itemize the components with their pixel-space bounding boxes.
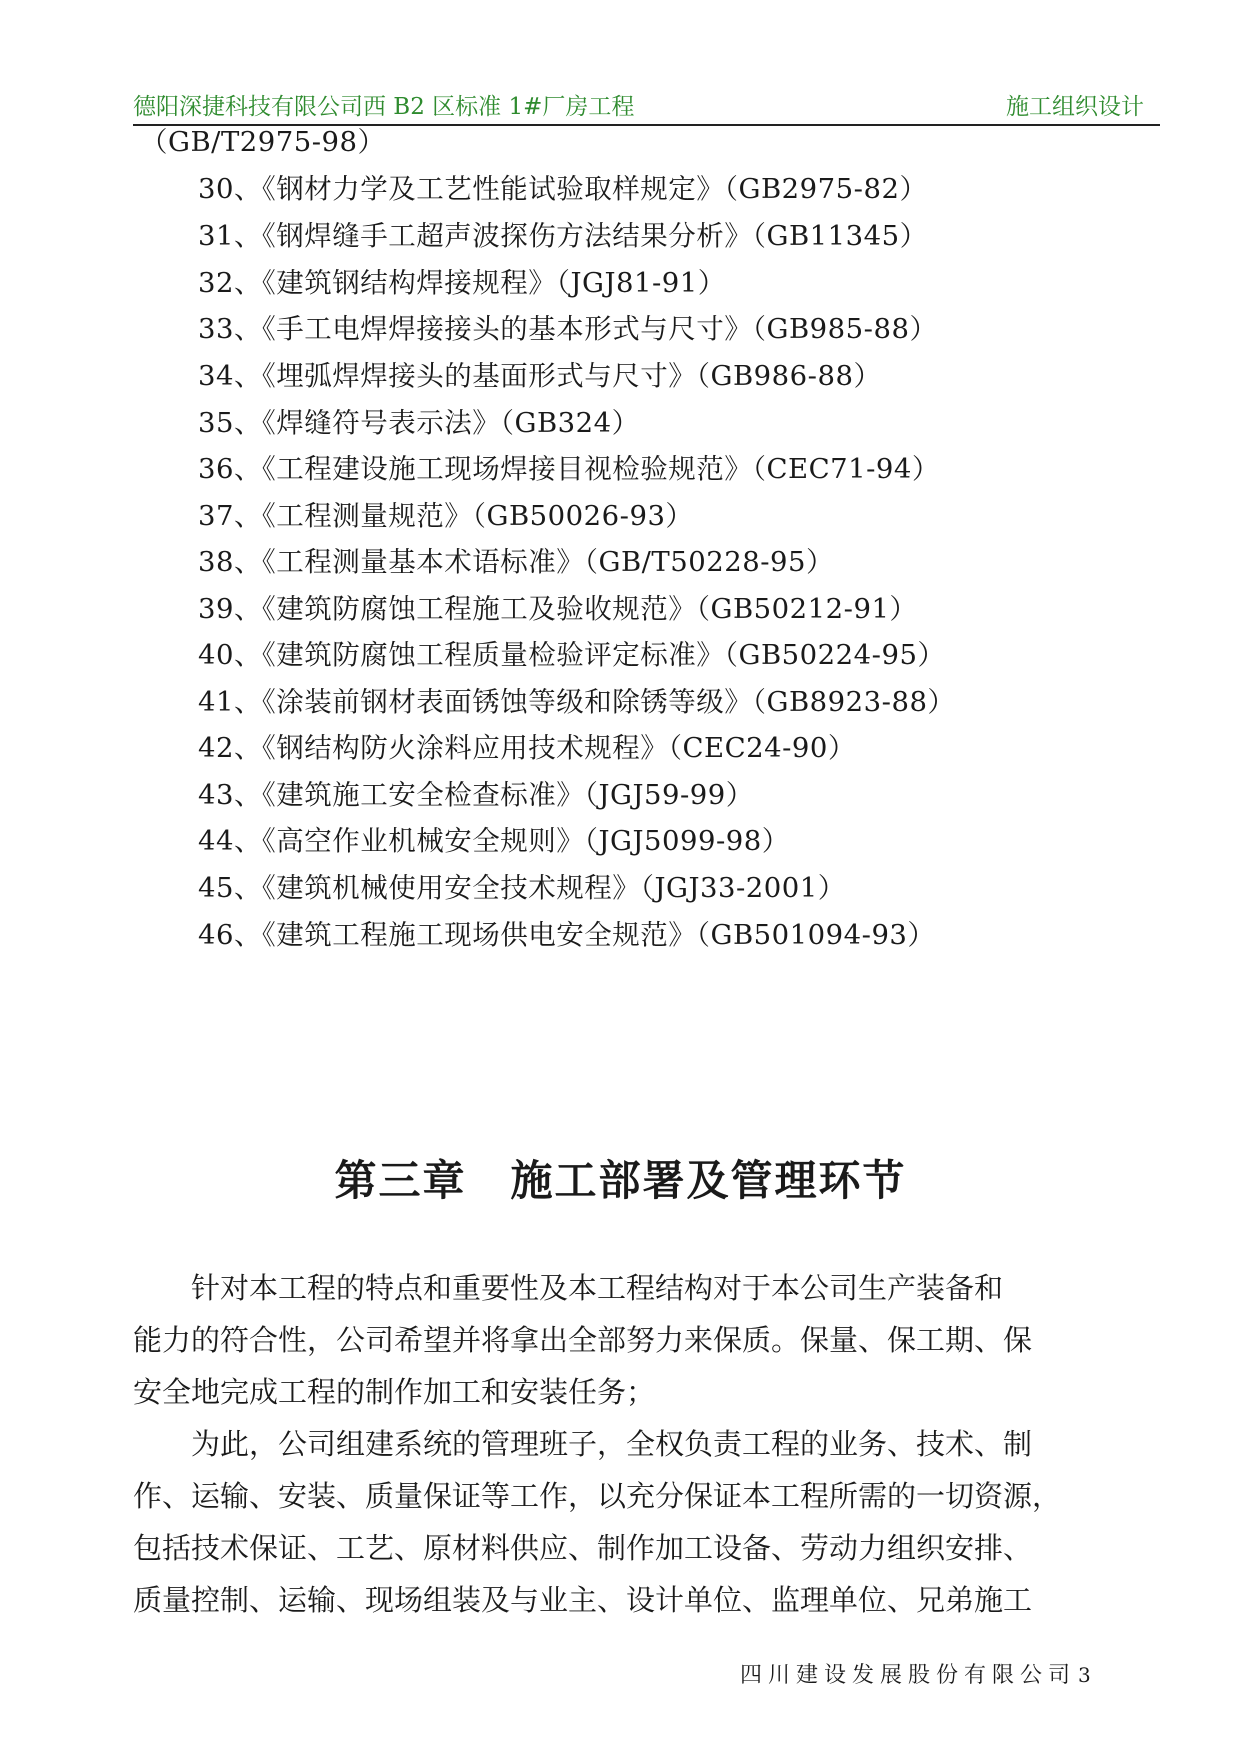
- list-item: 40、《建筑防腐蚀工程质量检验评定标准》（GB50224-95）: [198, 639, 946, 671]
- list-item: 46、《建筑工程施工现场供电安全规范》（GB501094-93）: [198, 919, 936, 951]
- list-item: 32、《建筑钢结构焊接规程》（JGJ81-91）: [198, 267, 726, 299]
- paragraph-line: 针对本工程的特点和重要性及本工程结构对于本公司生产装备和: [133, 1271, 1004, 1305]
- page-footer: [740, 1658, 1091, 1689]
- list-item: 36、《工程建设施工现场焊接目视检验规范》（CEC71-94）: [198, 453, 940, 485]
- list-item: （GB/T2975-98）: [140, 126, 386, 158]
- paragraph-line: 能力的符合性，公司希望并将拿出全部努力来保质。保量、保工期、保: [133, 1323, 1033, 1357]
- paragraph-line: 质量控制、运输、现场组装及与业主、设计单位、监理单位、兄弟施工: [133, 1583, 1033, 1617]
- list-item: 35、《焊缝符号表示法》（GB324）: [198, 407, 640, 439]
- list-item: 41、《涂装前钢材表面锈蚀等级和除锈等级》（GB8923-88）: [198, 686, 956, 718]
- paragraph-line: 安全地完成工程的制作加工和安装任务；: [133, 1375, 656, 1409]
- paragraph-line: 包括技术保证、工艺、原材料供应、制作加工设备、劳动力组织安排、: [133, 1531, 1033, 1565]
- list-item: 42、《钢结构防火涂料应用技术规程》（CEC24-90）: [198, 732, 856, 764]
- body-paragraph-2: [133, 1418, 1163, 1626]
- header-project-title: 德阳深捷科技有限公司西 B2 区标准 1#厂房工程: [133, 94, 635, 120]
- list-item: 33、《手工电焊焊接接头的基本形式与尺寸》（GB985-88）: [198, 313, 938, 345]
- list-item: 43、《建筑施工安全检查标准》（JGJ59-99）: [198, 779, 754, 811]
- chapter-title: 第三章 施工部署及管理环节: [334, 1156, 907, 1205]
- body-paragraph-1: [133, 1262, 1163, 1418]
- list-item: 38、《工程测量基本术语标准》（GB/T50228-95）: [198, 546, 835, 578]
- list-item: 39、《建筑防腐蚀工程施工及验收规范》（GB50212-91）: [198, 593, 918, 625]
- page-number: 3: [1078, 1663, 1091, 1687]
- list-item: 45、《建筑机械使用安全技术规程》（JGJ33-2001）: [198, 872, 846, 904]
- paragraph-line: 为此，公司组建系统的管理班子，全权负责工程的业务、技术、制: [133, 1427, 1033, 1461]
- list-item: 31、《钢焊缝手工超声波探伤方法结果分析》（GB11345）: [198, 220, 928, 252]
- list-item: 34、《埋弧焊焊接头的基面形式与尺寸》（GB986-88）: [198, 360, 882, 392]
- paragraph-line: 作、运输、安装、质量保证等工作，以充分保证本工程所需的一切资源，: [133, 1479, 1062, 1513]
- list-item: 44、《高空作业机械安全规则》（JGJ5099-98）: [198, 825, 790, 857]
- footer-company: 四川建设发展股份有限公司: [740, 1663, 1077, 1688]
- list-item: 37、《工程测量规范》（GB50026-93）: [198, 500, 694, 532]
- list-item: 30、《钢材力学及工艺性能试验取样规定》（GB2975-82）: [198, 173, 928, 205]
- header-document-type: 施工组织设计: [1006, 94, 1144, 120]
